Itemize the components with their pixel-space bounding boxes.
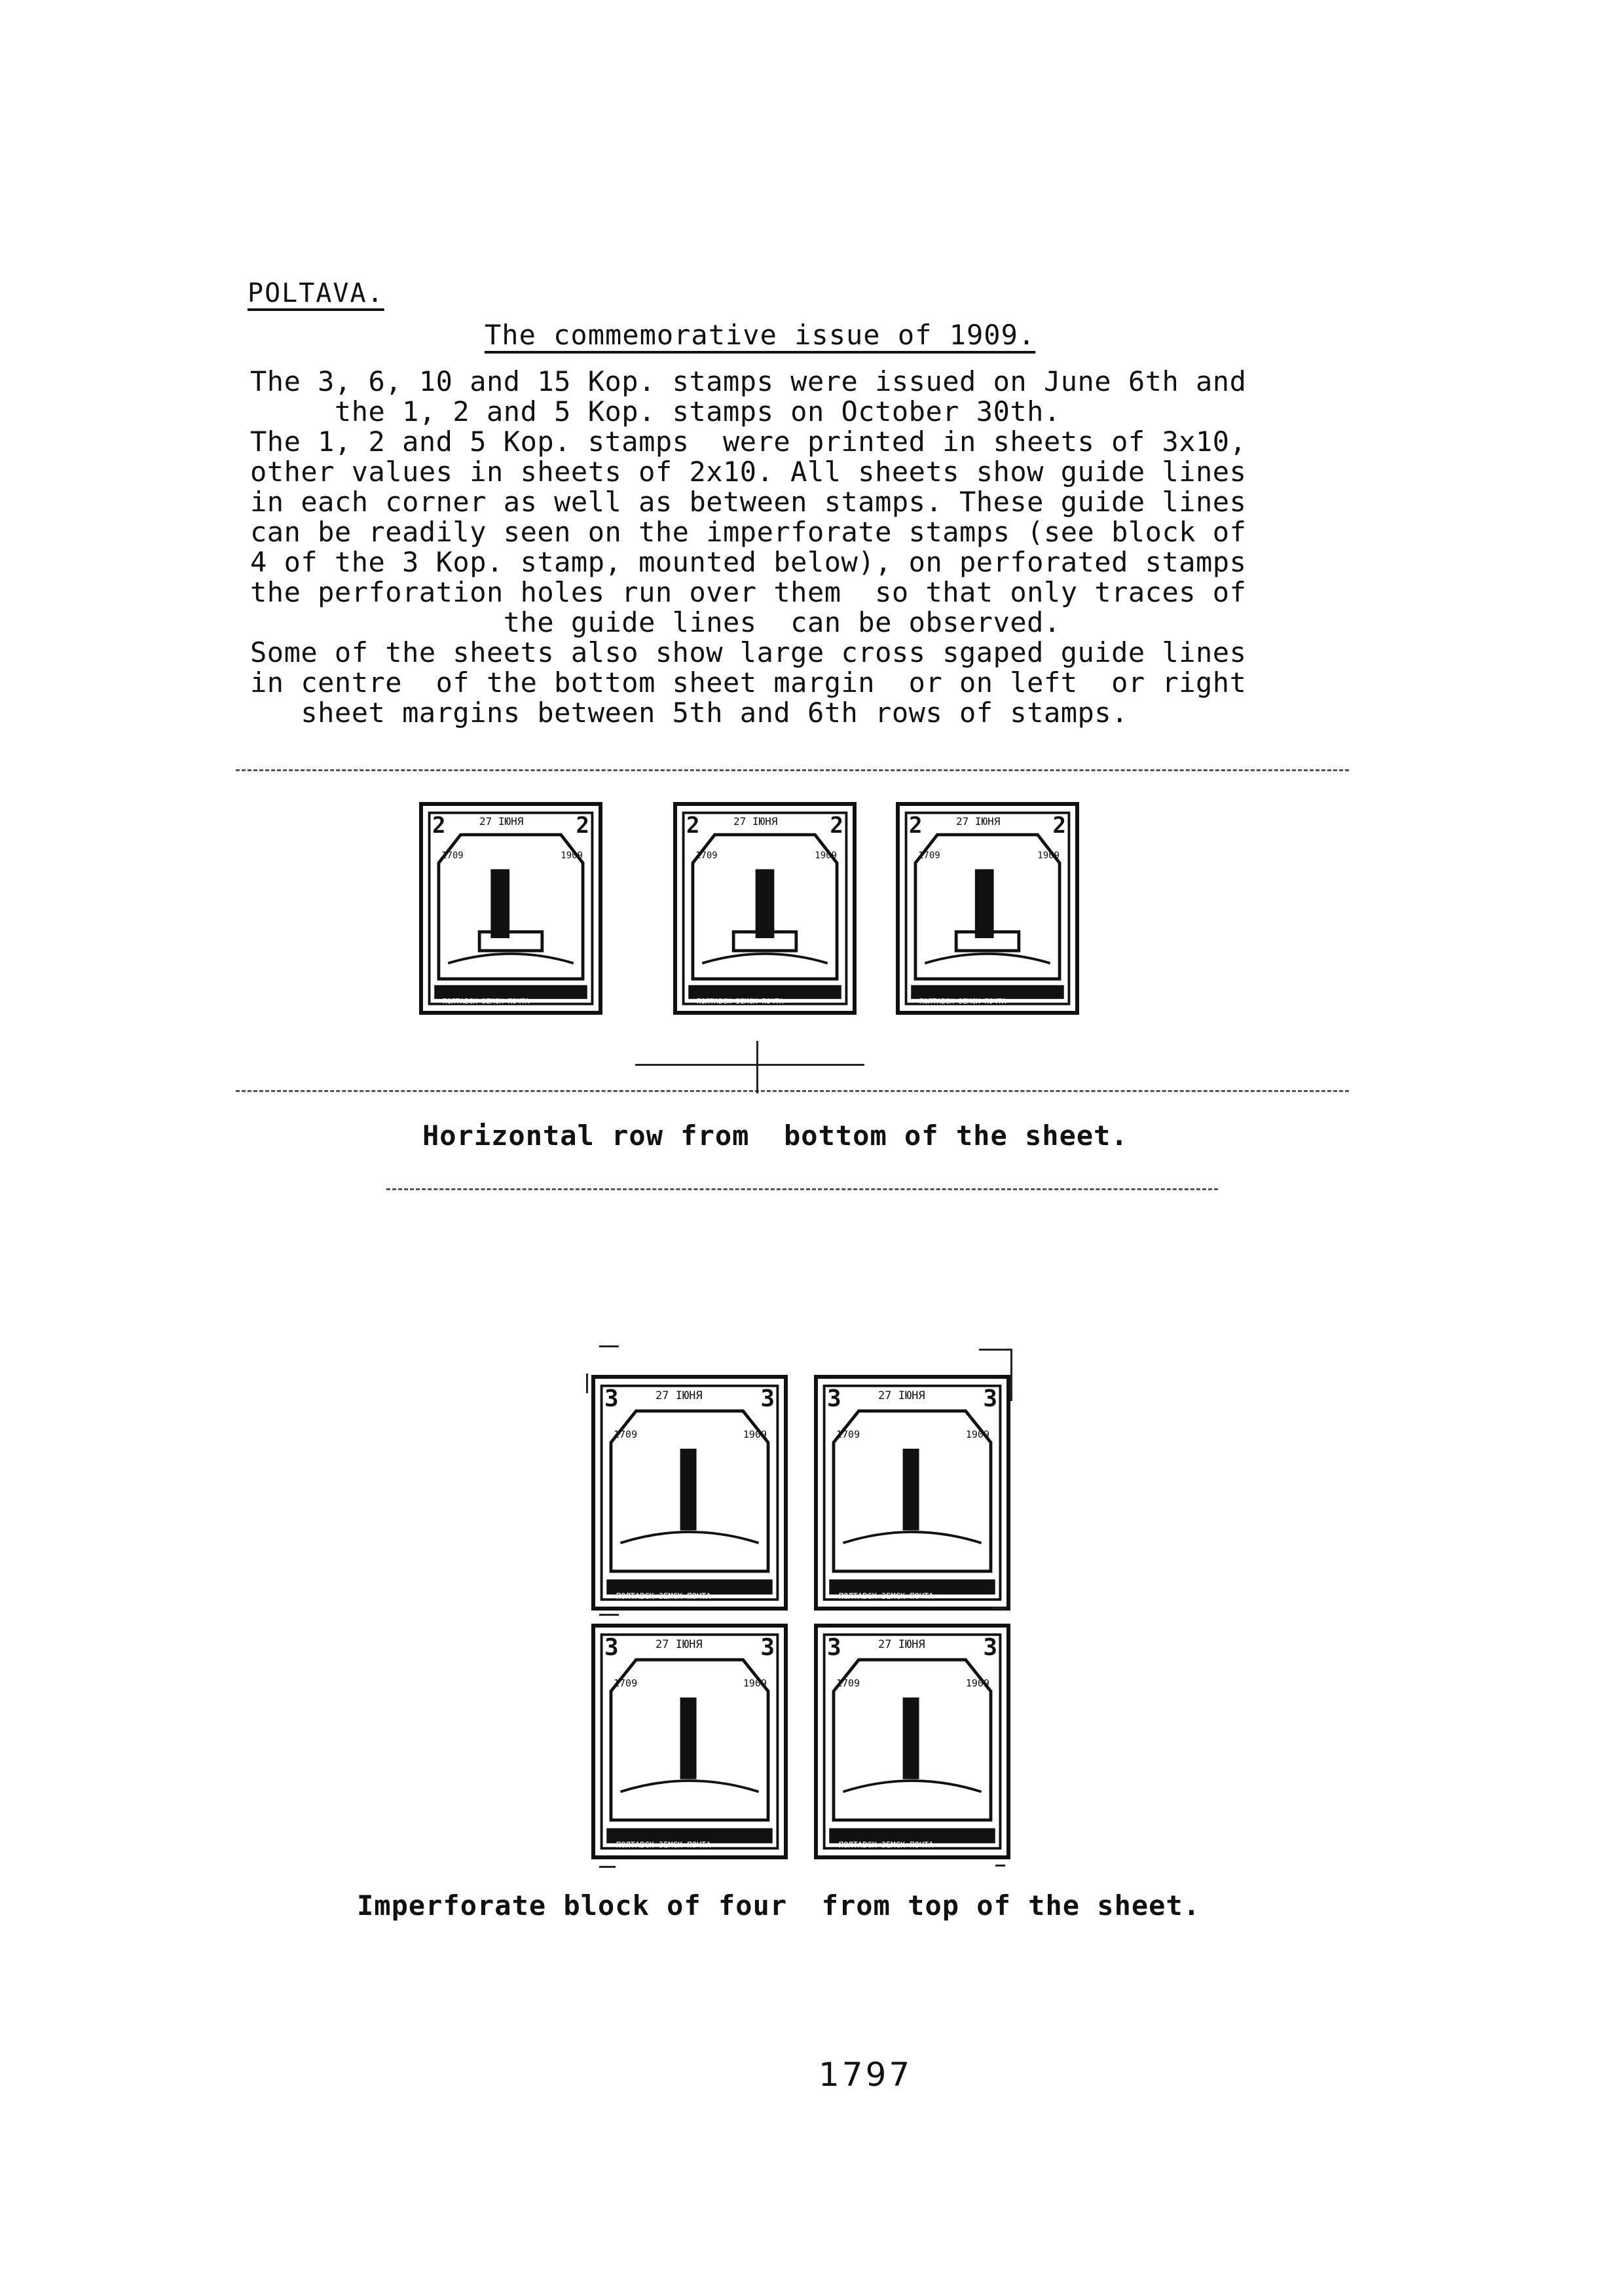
stamp-year: 1709 bbox=[836, 1677, 860, 1689]
corner-guide-mark bbox=[599, 1614, 619, 1616]
stamp-3kop bbox=[814, 1375, 1010, 1611]
stamp-date-text: 27 ІЮНЯ bbox=[878, 1389, 925, 1402]
stamp-date-text: 27 ІЮНЯ bbox=[878, 1638, 925, 1651]
stamp-value: 3 bbox=[604, 1634, 619, 1661]
stamp-year: 1909 bbox=[965, 1677, 989, 1689]
description-line: can be readily seen on the imperforate stamps (see block of bbox=[250, 516, 1247, 548]
stamp-engraving-icon bbox=[900, 806, 1075, 1011]
description-line: the perforation holes run over them so that only traces of bbox=[250, 576, 1247, 608]
description-line: The 3, 6, 10 and 15 Kop. stamps were issued on June 6th and bbox=[250, 365, 1247, 397]
stamp-bottom-text: ПОЛТАВСК ЗЕМСК ПОЧТА bbox=[697, 997, 784, 1006]
description-line: Some of the sheets also show large cross sgaped guide lines bbox=[250, 636, 1247, 668]
stamp-bottom-text: ПОЛТАВСК ЗЕМСК ПОЧТА bbox=[919, 997, 1006, 1006]
stamp-bottom-text: ПОЛТАВСК ЗЕМСК ПОЧТА bbox=[616, 1592, 711, 1601]
stamp-3kop bbox=[814, 1624, 1010, 1859]
stamp-value: 2 bbox=[909, 812, 923, 839]
stamp-year: 1909 bbox=[743, 1429, 767, 1440]
stamp-value: 2 bbox=[830, 812, 843, 839]
corner-guide-mark bbox=[599, 1345, 619, 1347]
stamp-date-text: 27 ІЮНЯ bbox=[479, 815, 524, 828]
stamp-2kop bbox=[673, 802, 857, 1015]
stamp-year: 1909 bbox=[561, 850, 583, 861]
stamp-value: 3 bbox=[760, 1385, 775, 1412]
stamp-year: 1909 bbox=[815, 850, 837, 861]
stamp-year: 1709 bbox=[836, 1429, 860, 1440]
corner-guide-mark bbox=[992, 1607, 1005, 1609]
issue-subheading: The commemorative issue of 1909. bbox=[485, 319, 1036, 351]
stamp-value: 3 bbox=[760, 1634, 775, 1661]
corner-guide-mark bbox=[979, 1349, 1012, 1351]
stamp-year: 1709 bbox=[614, 1429, 638, 1440]
stamp-year: 1709 bbox=[918, 850, 940, 861]
stamp-year: 1909 bbox=[743, 1677, 767, 1689]
description-line: in each corner as well as between stamps. These guide lines bbox=[250, 486, 1247, 518]
stamp-year: 1709 bbox=[695, 850, 718, 861]
stamp-engraving-icon bbox=[677, 806, 853, 1011]
stamp-engraving-icon bbox=[818, 1379, 1006, 1607]
stamp-value: 3 bbox=[604, 1385, 619, 1412]
stamp-2kop bbox=[896, 802, 1079, 1015]
stamp-bottom-text: ПОЛТАВСК ЗЕМСК ПОЧТА bbox=[839, 1592, 934, 1601]
description-line: sheet margins between 5th and 6th rows of stamps. bbox=[250, 697, 1128, 729]
stamp-date-text: 27 ІЮНЯ bbox=[956, 815, 1001, 828]
stamp-value: 3 bbox=[827, 1385, 841, 1412]
stamp-year: 1709 bbox=[441, 850, 464, 861]
stamp-bottom-text: ПОЛТАВСК ЗЕМСК ПОЧТА bbox=[616, 1840, 711, 1850]
cross-guide-line bbox=[635, 1064, 864, 1066]
sheet-margin-edge bbox=[236, 769, 1349, 771]
stamp-value: 2 bbox=[1052, 812, 1066, 839]
stamp-date-text: 27 ІЮНЯ bbox=[733, 815, 778, 828]
stamp-year: 1909 bbox=[965, 1429, 989, 1440]
stamp-3kop bbox=[591, 1375, 788, 1611]
sheet-margin-edge bbox=[386, 1188, 1218, 1190]
description-line: in centre of the bottom sheet margin or on left or right bbox=[250, 666, 1247, 699]
stamp-value: 3 bbox=[983, 1634, 997, 1661]
stamp-2kop bbox=[419, 802, 602, 1015]
corner-guide-mark bbox=[599, 1866, 616, 1868]
description-line: The 1, 2 and 5 Kop. stamps were printed in sheets of 3x10, bbox=[250, 426, 1247, 458]
stamp-value: 3 bbox=[827, 1634, 841, 1661]
stamp-value: 2 bbox=[686, 812, 700, 839]
description-line: the 1, 2 and 5 Kop. stamps on October 30th. bbox=[250, 395, 1061, 428]
description-line: other values in sheets of 2x10. All sheets show guide lines bbox=[250, 456, 1247, 488]
page-number: 1797 bbox=[819, 2056, 913, 2094]
stamp-engraving-icon bbox=[595, 1628, 784, 1855]
stamp-3kop bbox=[591, 1624, 788, 1859]
stamp-value: 3 bbox=[983, 1385, 997, 1412]
sheet-margin-edge bbox=[236, 1090, 1349, 1092]
stamp-year: 1909 bbox=[1037, 850, 1060, 861]
section-heading: POLTAVA. bbox=[248, 278, 384, 308]
stamp-value: 2 bbox=[576, 812, 589, 839]
stamp-bottom-text: ПОЛТАВСК ЗЕМСК ПОЧТА bbox=[443, 997, 530, 1006]
cross-guide-line bbox=[756, 1041, 758, 1093]
description-line: the guide lines can be observed. bbox=[250, 606, 1061, 638]
corner-guide-mark bbox=[586, 1374, 588, 1393]
corner-guide-mark bbox=[995, 1865, 1005, 1867]
stamp-engraving-icon bbox=[595, 1379, 784, 1607]
stamp-engraving-icon bbox=[423, 806, 599, 1011]
block-caption: Imperforate block of four from top of the sheet. bbox=[357, 1889, 1201, 1922]
stamp-year: 1709 bbox=[614, 1677, 638, 1689]
stamp-date-text: 27 ІЮНЯ bbox=[655, 1638, 703, 1651]
row-caption: Horizontal row from bottom of the sheet. bbox=[422, 1120, 1128, 1152]
corner-guide-mark bbox=[1010, 1349, 1012, 1401]
description-line: 4 of the 3 Kop. stamp, mounted below), on perforated stamps bbox=[250, 546, 1247, 578]
stamp-date-text: 27 ІЮНЯ bbox=[655, 1389, 703, 1402]
stamp-bottom-text: ПОЛТАВСК ЗЕМСК ПОЧТА bbox=[839, 1840, 934, 1850]
stamp-value: 2 bbox=[432, 812, 446, 839]
stamp-engraving-icon bbox=[818, 1628, 1006, 1855]
